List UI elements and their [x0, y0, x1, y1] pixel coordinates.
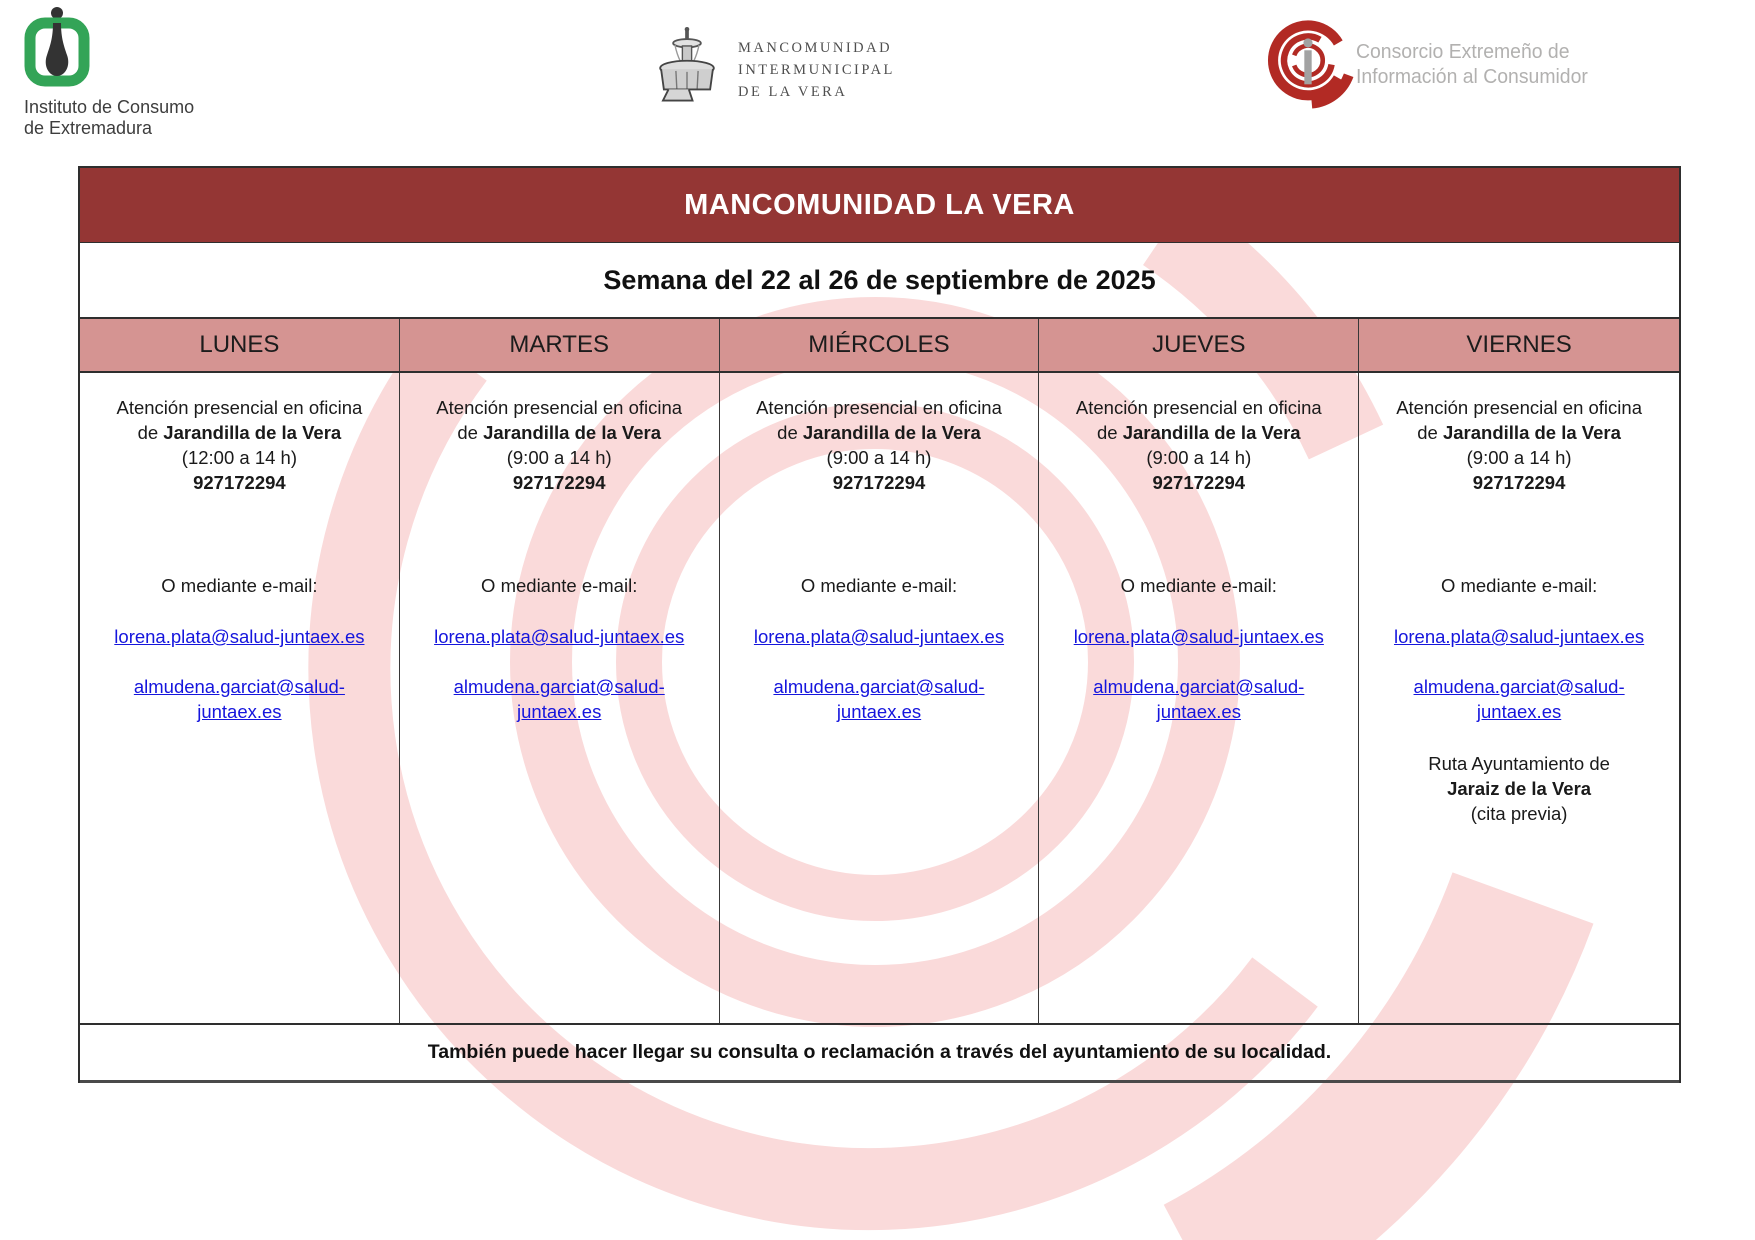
office-name: Jarandilla de la Vera: [802, 422, 981, 443]
instituto-consumo-line2: de Extremadura: [24, 118, 153, 138]
office-name: Jarandilla de la Vera: [1122, 422, 1301, 443]
day-cell-lunes: [80, 373, 400, 1023]
phone-number: 927172294: [1472, 472, 1566, 493]
email-link-lorena[interactable]: lorena.plata@salud-juntaex.es: [1073, 626, 1324, 647]
office-line: de Jarandilla de la Vera: [137, 422, 342, 443]
attention-line: Atención presencial en oficina: [1075, 397, 1322, 418]
office-name: Jarandilla de la Vera: [483, 422, 662, 443]
schedule-body-row: [80, 373, 1679, 1023]
day-header-miercoles: MIÉRCOLES: [720, 319, 1040, 371]
ruta-line1: Ruta Ayuntamiento de: [1428, 753, 1610, 774]
email-link-almudena[interactable]: almudena.garciat@salud-juntaex.es: [453, 676, 665, 722]
office-line: de Jarandilla de la Vera: [1417, 422, 1621, 443]
day-header-jueves: JUEVES: [1039, 319, 1359, 371]
consorcio-icon: [1262, 4, 1354, 126]
logo-header: [0, 0, 1755, 150]
office-line: de Jarandilla de la Vera: [457, 422, 662, 443]
schedule-table: [78, 166, 1681, 1083]
email-label: O mediante e-mail:: [800, 575, 958, 596]
mancomunidad-line2: INTERMUNICIPAL: [738, 62, 895, 78]
consorcio-logo: [1262, 4, 1595, 126]
week-subtitle: Semana del 22 al 26 de septiembre de 2025: [603, 264, 1156, 295]
ruta-block: [1367, 751, 1671, 826]
day-header-martes: MARTES: [400, 319, 720, 371]
day-header-viernes: VIERNES: [1359, 319, 1679, 371]
footer-note: También puede hacer llegar su consulta o reclamación a través del ayuntamiento de su localidad.: [427, 1041, 1332, 1063]
day-cell-viernes: [1359, 373, 1679, 1023]
day-header-row: [80, 317, 1679, 373]
phone-number: 927172294: [512, 472, 606, 493]
table-footer-row: [80, 1023, 1679, 1083]
email-label: O mediante e-mail:: [1440, 575, 1598, 596]
table-title: MANCOMUNIDAD LA VERA: [684, 188, 1075, 221]
hours-line: (9:00 a 14 h): [1466, 447, 1572, 468]
instituto-consumo-icon: [24, 6, 90, 88]
hours-line: (9:00 a 14 h): [506, 447, 612, 468]
day-header-lunes: LUNES: [80, 319, 400, 371]
hours-line: (9:00 a 14 h): [826, 447, 932, 468]
email-label: O mediante e-mail:: [1120, 575, 1277, 596]
attention-line: Atención presencial en oficina: [116, 397, 363, 418]
office-line: de Jarandilla de la Vera: [1096, 422, 1301, 443]
attention-line: Atención presencial en oficina: [1396, 397, 1642, 418]
email-link-lorena[interactable]: lorena.plata@salud-juntaex.es: [1393, 626, 1645, 647]
fountain-icon: [650, 26, 724, 114]
email-link-lorena[interactable]: lorena.plata@salud-juntaex.es: [434, 626, 685, 647]
day-cell-jueves: [1039, 373, 1359, 1023]
day-cell-miercoles: [720, 373, 1040, 1023]
ruta-line3: (cita previa): [1470, 803, 1568, 824]
instituto-consumo-line1: Instituto de Consumo: [24, 97, 195, 117]
table-title-bar: [80, 166, 1679, 243]
hours-line: (12:00 a 14 h): [181, 447, 297, 468]
email-link-lorena[interactable]: lorena.plata@salud-juntaex.es: [753, 626, 1005, 647]
phone-number: 927172294: [193, 472, 286, 493]
mancomunidad-logo: [650, 26, 895, 114]
email-label: O mediante e-mail:: [161, 575, 318, 596]
office-line: de Jarandilla de la Vera: [777, 422, 981, 443]
email-label: O mediante e-mail:: [481, 575, 638, 596]
consorcio-line2: Información al Consumidor: [1356, 66, 1588, 88]
mancomunidad-line1: MANCOMUNIDAD: [738, 40, 893, 56]
attention-line: Atención presencial en oficina: [436, 397, 683, 418]
consorcio-line1: Consorcio Extremeño de: [1356, 41, 1570, 63]
ruta-line2: Jaraiz de la Vera: [1447, 778, 1592, 799]
office-name: Jarandilla de la Vera: [163, 422, 342, 443]
mancomunidad-line3: DE LA VERA: [738, 84, 848, 100]
attention-line: Atención presencial en oficina: [756, 397, 1002, 418]
hours-line: (9:00 a 14 h): [1146, 447, 1252, 468]
phone-number: 927172294: [1152, 472, 1246, 493]
day-cell-martes: [400, 373, 720, 1023]
email-link-almudena[interactable]: almudena.garciat@salud-juntaex.es: [1093, 676, 1305, 722]
email-link-almudena[interactable]: almudena.garciat@salud-juntaex.es: [1413, 676, 1625, 722]
email-link-almudena[interactable]: almudena.garciat@salud-juntaex.es: [133, 676, 345, 722]
phone-number: 927172294: [832, 472, 926, 493]
email-link-almudena[interactable]: almudena.garciat@salud-juntaex.es: [773, 676, 985, 722]
instituto-consumo-logo: [24, 6, 254, 139]
office-name: Jarandilla de la Vera: [1442, 422, 1621, 443]
email-link-lorena[interactable]: lorena.plata@salud-juntaex.es: [114, 626, 365, 647]
week-subtitle-row: [80, 243, 1679, 317]
